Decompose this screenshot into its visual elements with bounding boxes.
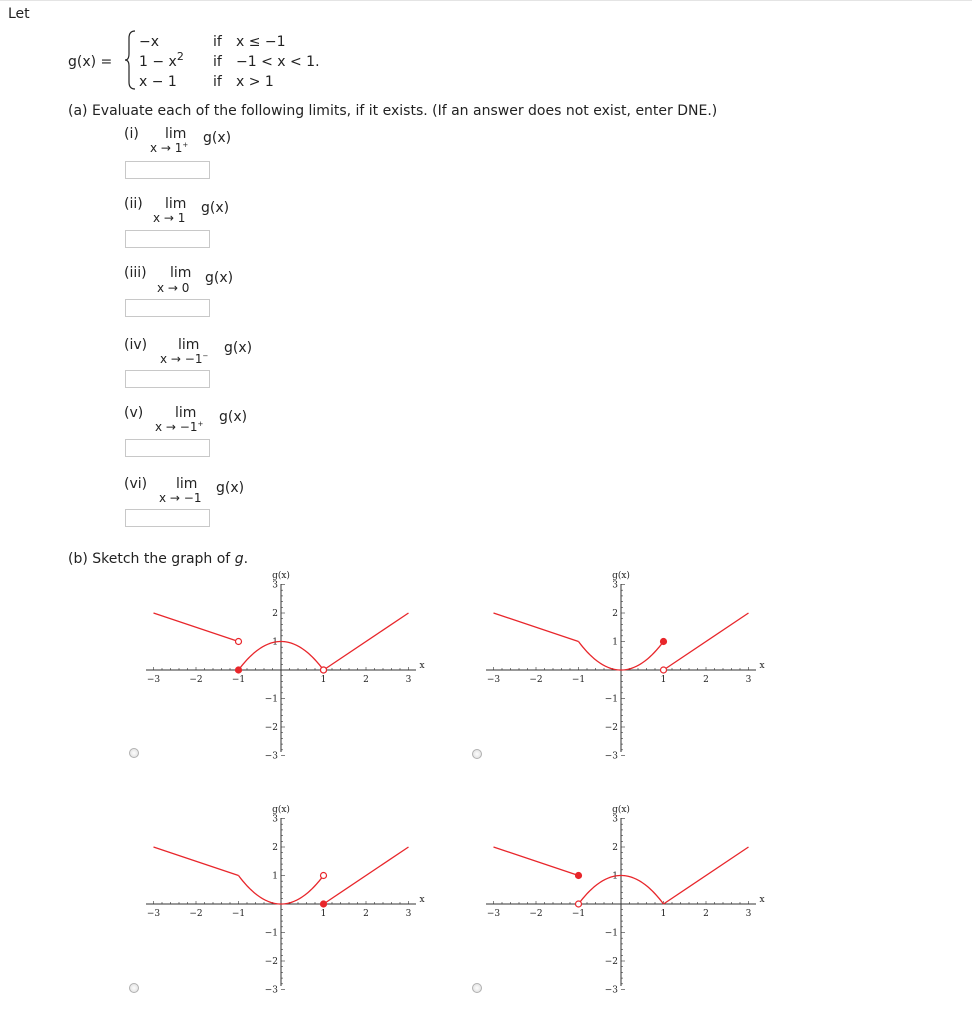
open-endpoint [236,639,242,645]
graph-option-2 [480,566,770,762]
x-tick-label: −3 [486,909,501,919]
limit-iii-label: (iii) [124,265,147,281]
piece-2-expression: $1 - x^2$ [139,50,184,70]
limit-ii-lim: lim [165,196,187,212]
part-b-variable: g [234,551,244,567]
piece-1-if: if [213,34,222,50]
open-endpoint [576,901,582,907]
limit-vi-approach: x → −1 [159,491,202,505]
limit-i-label: (i) [124,126,139,142]
y-tick-label: 1 [272,871,278,882]
limit-ii-approach: x → 1 [153,211,186,225]
curve-segment [664,847,749,904]
y-tick-label: 1 [612,871,618,882]
x-tick-label: 2 [703,909,709,919]
y-tick-label: 3 [612,814,618,825]
graph-option-3-radio[interactable] [129,983,139,993]
graph-option-4-radio[interactable] [472,983,482,993]
limit-vi-function: g(x) [216,480,245,496]
piece-3-if: if [213,74,222,90]
open-endpoint [661,667,667,673]
x-axis-label: x [759,895,765,905]
limit-i-approach: x → 1+ [150,141,189,155]
curve-segment [154,613,239,642]
limit-ii-answer-input[interactable] [125,230,210,248]
x-axis-label: x [759,661,765,671]
x-tick-label: −1 [231,909,246,919]
open-endpoint [321,873,327,879]
limit-iv-approach: x → −1− [160,352,209,366]
piece-1-condition: x ≤ −1 [236,34,286,50]
y-axis-label: g(x) [272,571,290,581]
x-axis-label: x [419,661,425,671]
x-tick-label: 1 [660,909,667,919]
x-tick-label: −1 [571,675,586,685]
x-tick-label: 3 [745,675,752,685]
limit-i-answer-input[interactable] [125,161,210,179]
function-name: g(x) = [68,54,113,70]
closed-endpoint [576,873,582,879]
y-tick-label: −2 [264,723,278,733]
limit-i-function: g(x) [203,130,232,146]
piece-2-if: if [213,54,222,70]
x-tick-label: −2 [189,675,203,685]
y-tick-label: 1 [612,637,618,648]
y-axis-label: g(x) [272,805,290,815]
limit-v-function: g(x) [219,409,248,425]
limit-iii-approach: x → 0 [157,281,190,295]
y-tick-label: 2 [612,609,618,619]
graph-option-2-radio[interactable] [472,749,482,759]
limit-ii-label: (ii) [124,196,143,212]
x-tick-label: −3 [146,675,161,685]
x-tick-label: 3 [745,909,752,919]
closed-endpoint [236,667,242,673]
limit-iv-label: (iv) [124,337,148,353]
curve-segment [324,613,409,670]
graph-option-3 [140,800,430,996]
y-tick-label: 2 [272,843,278,853]
graph-option-4 [480,800,770,996]
x-tick-label: 1 [320,675,327,685]
limit-vi-label: (vi) [124,476,148,492]
limit-iv-lim: lim [178,337,200,353]
x-tick-label: −3 [486,675,501,685]
limit-iv-function: g(x) [224,340,253,356]
y-tick-label: −2 [264,957,278,967]
limit-iii-lim: lim [170,265,192,281]
x-tick-label: −2 [189,909,203,919]
limit-vi-lim: lim [176,476,198,492]
y-tick-label: 2 [612,843,618,853]
x-tick-label: 2 [363,909,369,919]
limit-ii-function: g(x) [201,200,230,216]
curve-segment [494,613,579,642]
limit-v-label: (v) [124,405,144,421]
curve-segment [664,613,749,670]
limit-iv-answer-input[interactable] [125,370,210,388]
piece-3-condition: x > 1 [236,74,274,90]
x-tick-label: −2 [529,675,543,685]
open-endpoint [321,667,327,673]
y-tick-label: −3 [264,985,278,996]
part-b-prompt: (b) Sketch the graph of g. [68,551,249,567]
x-tick-label: −3 [146,909,161,919]
y-axis-label: g(x) [612,571,630,581]
piece-3-expression: x − 1 [139,74,177,90]
y-tick-label: −1 [604,694,618,705]
y-tick-label: −3 [604,751,618,762]
y-axis-label: g(x) [612,805,630,815]
y-tick-label: −1 [604,928,618,939]
x-tick-label: −1 [571,909,586,919]
y-tick-label: 1 [272,637,278,648]
x-tick-label: 1 [320,909,327,919]
closed-endpoint [661,639,667,645]
y-tick-label: 2 [272,609,278,619]
x-tick-label: 1 [660,675,667,685]
y-tick-label: −1 [264,694,278,705]
limit-iii-function: g(x) [205,270,234,286]
curve-segment [494,847,579,876]
piece-2-condition: −1 < x < 1. [236,54,320,70]
y-tick-label: −3 [604,985,618,996]
x-tick-label: 3 [405,675,412,685]
x-tick-label: −2 [529,909,543,919]
left-brace [124,30,136,90]
x-tick-label: 2 [363,675,369,685]
graph-option-1 [140,566,430,762]
y-tick-label: 3 [272,580,278,591]
closed-endpoint [321,901,327,907]
curve-segment [154,847,239,876]
graph-option-1-radio[interactable] [129,748,139,758]
let-label: Let [8,6,30,22]
limit-i-lim: lim [165,126,187,142]
y-tick-label: 3 [272,814,278,825]
limit-v-lim: lim [175,405,197,421]
x-tick-label: −1 [231,675,246,685]
y-tick-label: −3 [264,751,278,762]
y-tick-label: −2 [604,957,618,967]
x-tick-label: 2 [703,675,709,685]
x-axis-label: x [419,895,425,905]
curve-segment [324,847,409,904]
limit-v-answer-input[interactable] [125,439,210,457]
piece-2-exponent: 2 [176,50,184,63]
y-tick-label: 3 [612,580,618,591]
limit-iii-answer-input[interactable] [125,299,210,317]
limit-vi-answer-input[interactable] [125,509,210,527]
limit-v-approach: x → −1+ [155,420,204,434]
y-tick-label: −1 [264,928,278,939]
y-tick-label: −2 [604,723,618,733]
x-tick-label: 3 [405,909,412,919]
part-a-prompt: (a) Evaluate each of the following limits, if it exists. (If an answer does not exist, enter DNE.) [68,103,718,119]
top-border [0,0,972,1]
piece-1-expression: −x [139,34,160,50]
